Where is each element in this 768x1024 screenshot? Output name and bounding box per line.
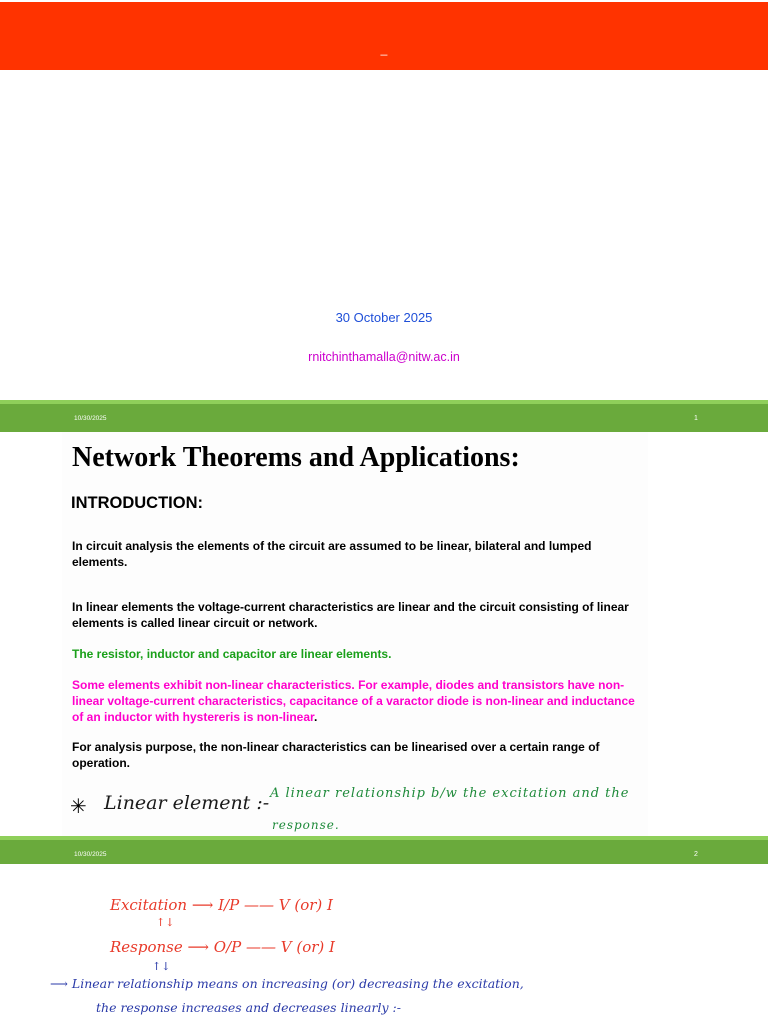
paragraph-linear-elements: In linear elements the voltage-current characteristics are linear and the circuit consisting of linear elements is called linear circuit or network. [72, 600, 629, 630]
footer-date: 10/30/2025 [74, 851, 107, 858]
paragraph-non-linear-period: . [314, 710, 318, 724]
slide-title: Network Theorems and Applications: [72, 442, 520, 473]
paragraph-linearisation: For analysis purpose, the non-linear characteristics can be linearised over a certain range of operation. [72, 740, 600, 770]
title-slide [0, 0, 768, 400]
author-email: rnitchinthamalla@nitw.ac.in [308, 350, 460, 364]
handwritten-line2: the response increases and decreases linearly :- [96, 1000, 401, 1015]
paragraph-circuit-analysis: In circuit analysis the elements of the circuit are assumed to be linear, bilateral and lumped elements. [72, 539, 592, 569]
paragraph-non-linear [72, 677, 642, 725]
paragraph-non-linear-text: Some elements exhibit non-linear characteristics. For example, diodes and transistors have non-linear voltage-current characteristics, capacitance of a varactor diode is non-linear and inductance of an inductor with hystereris is non-linear [72, 678, 635, 724]
excitation-arrows: ↑↓ [156, 916, 175, 929]
handwritten-label: Linear element :- [104, 792, 270, 814]
asterisk-icon: ✳ [70, 794, 87, 818]
introduction-slide [0, 432, 768, 836]
handwritten-line1: ⟶ Linear relationship means on increasing (or) decreasing the excitation, [50, 976, 524, 991]
presentation-date: 30 October 2025 [335, 310, 433, 325]
paragraph-linear-examples: The resistor, inductor and capacitor are linear elements. [72, 647, 392, 661]
section-heading: INTRODUCTION: [71, 494, 203, 512]
footer-date: 10/30/2025 [74, 415, 107, 422]
handwritten-note-line2: response. [272, 818, 340, 832]
scanned-page [62, 432, 648, 836]
title-bar [0, 2, 768, 70]
slide-footer-1 [0, 400, 768, 432]
handwritten-note-line1: A linear relationship b/w the excitation and the [270, 786, 630, 801]
handwritten-excitation: Excitation ⟶ I/P —— V (or) I [110, 896, 333, 914]
footer-page-number: 2 [694, 851, 698, 858]
footer-page-number: 1 [694, 415, 698, 422]
handwritten-response: Response ⟶ O/P —— V (or) I [110, 938, 335, 956]
title-placeholder: _ [380, 42, 388, 56]
response-arrows: ↑↓ [152, 960, 171, 973]
notes-slide [0, 864, 768, 1024]
